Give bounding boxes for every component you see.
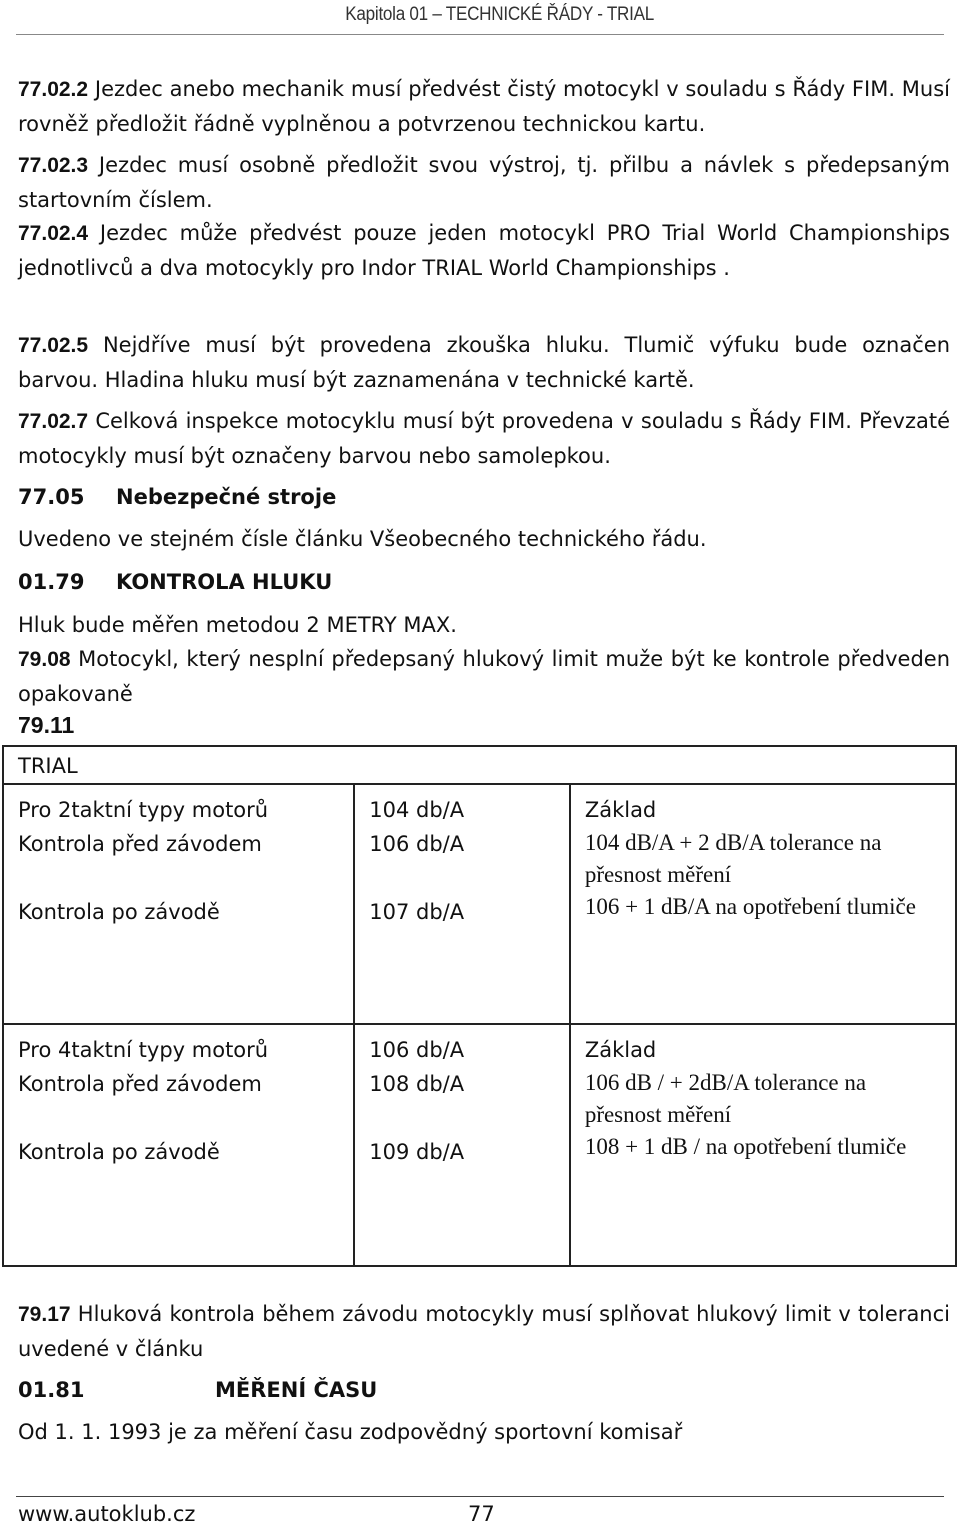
section-number: 01.79 [18,570,85,594]
article-text: Nejdříve musí být provedena zkouška hluku. Tlumič výfuku bude označen barvou. Hladina hluku musí být zaznamenána v technické kartě. [18,333,950,392]
note-title: Základ [584,1038,657,1062]
page-number: 77 [468,1502,495,1526]
table-cell-labels [3,1024,354,1266]
article-number: 77.02.5 [18,334,89,357]
noise-limits-table [2,745,957,1267]
article-number: 79.08 [18,648,71,671]
table-cell-values [354,1024,570,1266]
check-before-label: Kontrola před závodem [18,832,262,856]
section-number: 77.05 [18,485,85,509]
section-number: 01.81 [18,1378,85,1402]
tolerance-note: 106 dB / + 2dB/A tolerance na přesnost měření [584,1070,867,1127]
article-number: 77.02.4 [18,222,89,245]
section-text-01-81: Od 1. 1. 1993 je za měření času zodpovědný sportovní komisař [18,1420,683,1444]
section-heading-01-79 [18,565,332,599]
table-cell-values [354,784,570,1024]
section-title: MĚŘENÍ ČASU [215,1378,378,1402]
article-text: Motocykl, který nesplní předepsaný hlukový limit muže být ke kontrole předveden opakovaně [18,647,950,706]
section-text-01-79: Hluk bude měřen metodou 2 METRY MAX. [18,613,457,637]
section-title: Nebezpečné stroje [116,485,337,509]
article-text: Jezdec anebo mechanik musí předvést čistý motocykl v souladu s Řády FIM. Musí rovněž předložit řádně vyplněnou a potvrzenou technickou kartu. [18,77,950,136]
cell-content [571,785,955,923]
article-text: Jezdec může předvést pouze jeden motocykl PRO Trial World Championships jednotlivců a dva motocykly pro Indor TRIAL World Championships . [18,221,950,280]
engine-type-label: Pro 4taktní typy motorů [18,1038,269,1062]
tolerance-note: 104 dB/A + 2 dB/A tolerance na přesnost měření [584,830,882,887]
paragraph-79-17 [18,1297,950,1366]
header-divider [16,34,944,35]
section-text-77-05: Uvedeno ve stejném čísle článku Všeobecného technického řádu. [18,527,707,551]
cell-content [571,1025,955,1163]
after-value: 107 db/A [369,900,465,924]
table-cell-labels [3,784,354,1024]
table-row-2stroke [3,784,956,1024]
article-number: 77.02.2 [18,78,89,101]
paragraph-77-02-4 [18,216,950,285]
cell-content [4,785,353,929]
paragraph-77-02-3 [18,148,950,217]
table-header-cell [3,746,956,784]
page-footer [18,1502,495,1526]
table-header-row [3,746,956,784]
footer-divider [16,1496,944,1497]
check-before-label: Kontrola před závodem [18,1072,262,1096]
note-title: Základ [584,798,657,822]
article-number: 77.02.7 [18,410,89,433]
paragraph-77-02-5 [18,328,950,397]
table-header-label: TRIAL [18,754,78,778]
article-number-79-11: 79.11 [18,712,75,738]
table-cell-notes [570,1024,956,1266]
section-heading-77-05 [18,480,336,514]
check-after-label: Kontrola po závodě [18,900,220,924]
table-row-4stroke [3,1024,956,1266]
article-text: Hluková kontrola během závodu motocykly musí splňovat hlukový limit v toleranci uvedené v článku [18,1302,950,1361]
after-value: 109 db/A [369,1140,465,1164]
wear-note: 108 + 1 dB / na opotřebení tlumiče [584,1134,907,1159]
check-after-label: Kontrola po závodě [18,1140,220,1164]
page-header [0,4,960,26]
article-number: 79.17 [18,1303,71,1326]
paragraph-79-08 [18,642,950,711]
before-value: 106 db/A [369,832,465,856]
header-title: Kapitola 01 – TECHNICKÉ ŘÁDY - TRIAL [345,4,654,25]
cell-content [355,1025,569,1169]
footer-website: www.autoklub.cz [18,1502,196,1526]
base-value: 104 db/A [369,798,465,822]
engine-type-label: Pro 2taktní typy motorů [18,798,269,822]
article-number: 77.02.3 [18,154,89,177]
cell-content [355,785,569,929]
table-cell-notes [570,784,956,1024]
cell-content [4,1025,353,1169]
section-title: KONTROLA HLUKU [116,570,333,594]
base-value: 106 db/A [369,1038,465,1062]
article-text: Celková inspekce motocyklu musí být provedena v souladu s Řády FIM. Převzaté motocykly musí být označeny barvou nebo samolepkou. [18,409,950,468]
paragraph-77-02-2 [18,72,950,141]
paragraph-77-02-7 [18,404,950,473]
before-value: 108 db/A [369,1072,465,1096]
article-text: Jezdec musí osobně předložit svou výstroj, tj. přilbu a návlek s předepsaným startovním číslem. [18,153,950,212]
wear-note: 106 + 1 dB/A na opotřebení tlumiče [584,894,916,919]
section-heading-01-81 [18,1373,377,1407]
